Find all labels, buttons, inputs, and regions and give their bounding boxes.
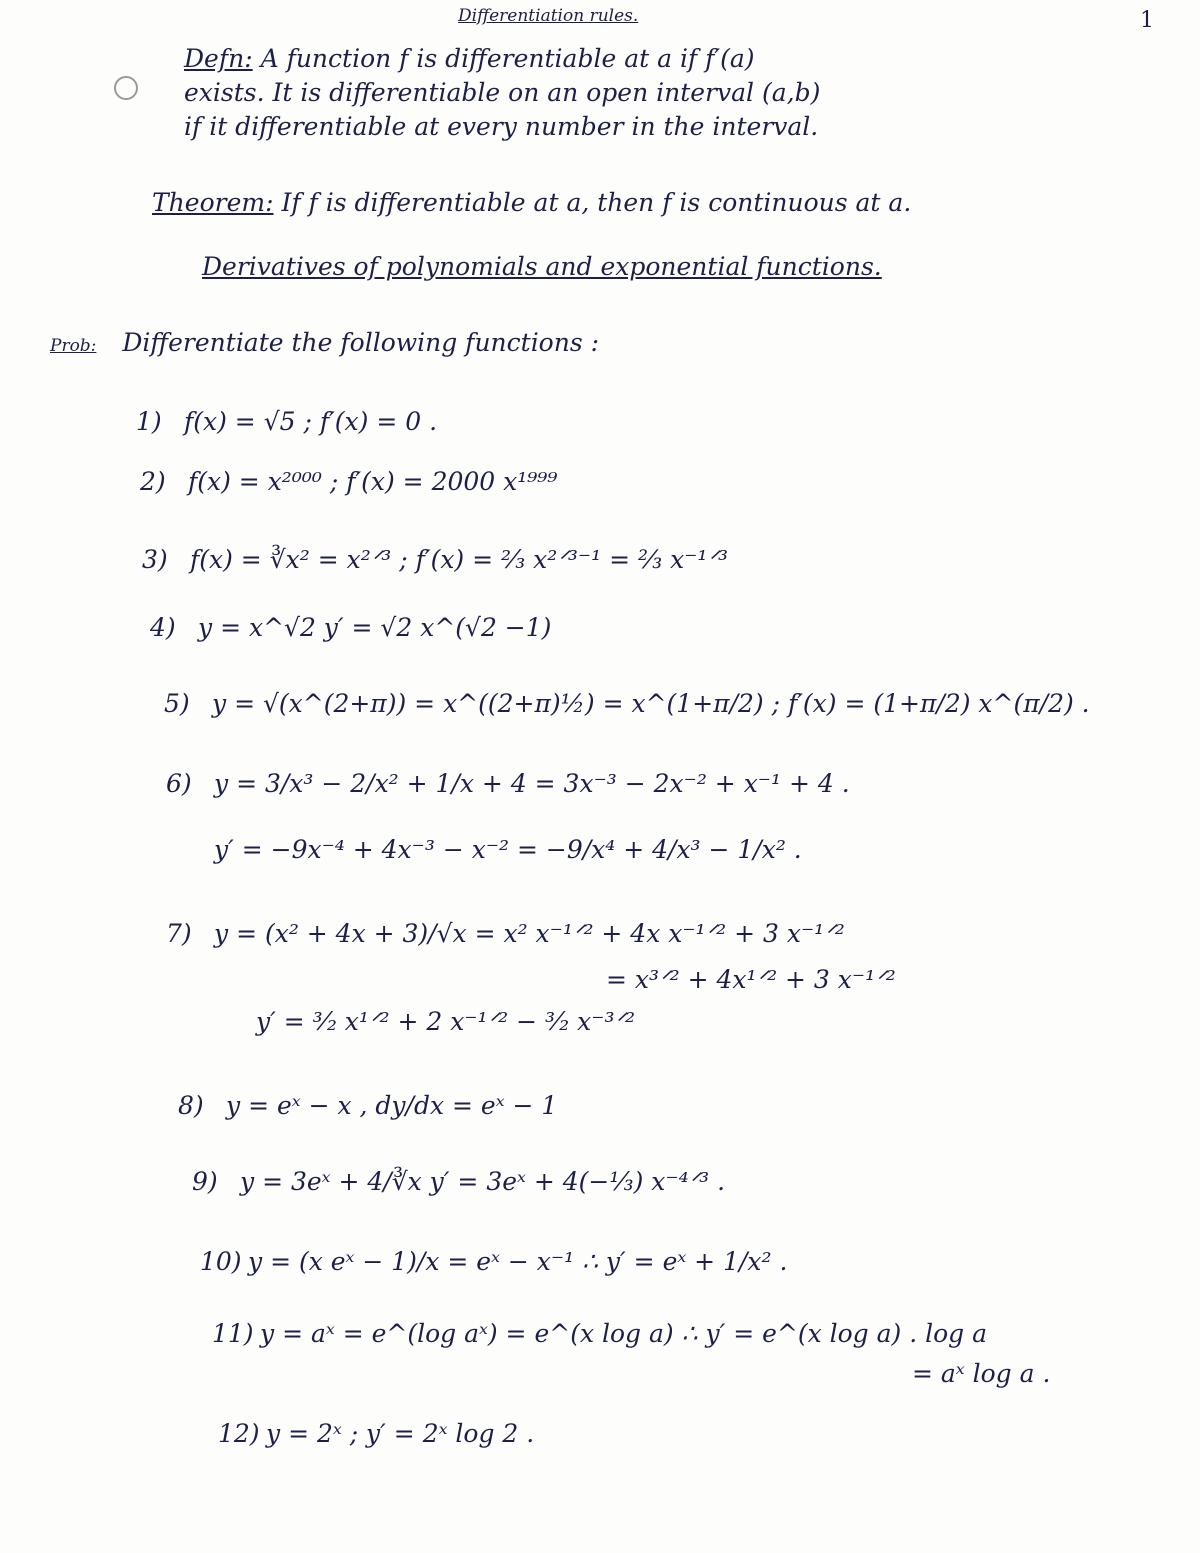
problem-line: y′ = −9x⁻⁴ + 4x⁻³ − x⁻² = −9/x⁴ + 4/x³ − 1/x² . [214,835,802,864]
problem-line: f(x) = ∛x² = x²ᐟ³ ; f′(x) = ²⁄₃ x²ᐟ³⁻¹ = ⅔ x⁻¹ᐟ³ [190,545,729,574]
problem-2 [140,466,557,498]
problem-number: 9) [192,1167,218,1196]
problem-1 [136,406,437,438]
problem-line: = aˣ log a . [912,1359,1051,1388]
problem-line: y = (x² + 4x + 3)/√x = x² x⁻¹ᐟ² + 4x x⁻¹ᐟ² + 3 x⁻¹ᐟ² [214,919,845,948]
problem-9 [192,1166,725,1198]
problem-number: 5) [164,689,190,718]
problem-11 [212,1318,1050,1390]
problem-5 [164,688,1090,720]
problem-12 [218,1418,534,1450]
theorem-label: Theorem: [152,188,274,217]
page-number: 1 [1140,8,1154,33]
section-title: Derivatives of polynomials and exponential functions. [202,252,882,281]
problem-number: 11) [212,1319,254,1348]
problem-line: y = aˣ = e^(log aˣ) = e^(x log a) ∴ y′ = e^(x log a) . log a [260,1319,988,1348]
problem-line: y′ = ³⁄₂ x¹ᐟ² + 2 x⁻¹ᐟ² − ³⁄₂ x⁻³ᐟ² [256,1007,636,1036]
problem-line: f(x) = √5 ; f′(x) = 0 . [184,407,438,436]
problem-6 [166,768,850,866]
problem-line: y = eˣ − x , dy/dx = eˣ − 1 [226,1091,558,1120]
problem-number: 3) [142,545,168,574]
problem-number: 6) [166,769,192,798]
problem-number: 7) [166,919,192,948]
definition-line-3: if it differentiable at every number in the interval. [184,112,819,141]
definition-label: Defn: [184,44,253,73]
problem-line: y = 3eˣ + 4/∛x y′ = 3eˣ + 4(−⅓) x⁻⁴ᐟ³ . [240,1167,726,1196]
problem-number: 2) [140,467,166,496]
page-heading: Differentiation rules. [458,6,639,26]
problem-line: y = 2ˣ ; y′ = 2ˣ log 2 . [266,1419,535,1448]
problem-number: 8) [178,1091,204,1120]
problem-number: 1) [136,407,162,436]
problem-line: y = 3/x³ − 2/x² + 1/x + 4 = 3x⁻³ − 2x⁻² + x⁻¹ + 4 . [214,769,850,798]
definition-line-1: A function f is differentiable at a if f′(a) [260,44,755,73]
problem-4 [150,612,551,644]
theorem-text: If f is differentiable at a, then f is continuous at a. [281,188,912,217]
problem-10 [200,1246,787,1278]
problem-label: Prob: [50,336,97,356]
problem-number: 12) [218,1419,260,1448]
problem-line: = x³ᐟ² + 4x¹ᐟ² + 3 x⁻¹ᐟ² [606,965,896,994]
problem-3 [142,544,728,576]
problem-line: y = √(x^(2+π)) = x^((2+π)½) = x^(1+π/2) ; f′(x) = (1+π/2) x^(π/2) . [212,689,1090,718]
problem-7 [166,918,896,1038]
problem-line: y = (x eˣ − 1)/x = eˣ − x⁻¹ ∴ y′ = eˣ + 1/x² . [248,1247,788,1276]
problem-number: 4) [150,613,176,642]
problem-8 [178,1090,557,1122]
problem-instruction: Differentiate the following functions : [122,328,600,357]
definition-line-2: exists. It is differentiable on an open interval (a,b) [184,78,821,107]
problem-number: 10) [200,1247,242,1276]
problem-line: y = x^√2 y′ = √2 x^(√2 −1) [198,613,552,642]
problem-line: f(x) = x²⁰⁰⁰ ; f′(x) = 2000 x¹⁹⁹⁹ [188,467,558,496]
